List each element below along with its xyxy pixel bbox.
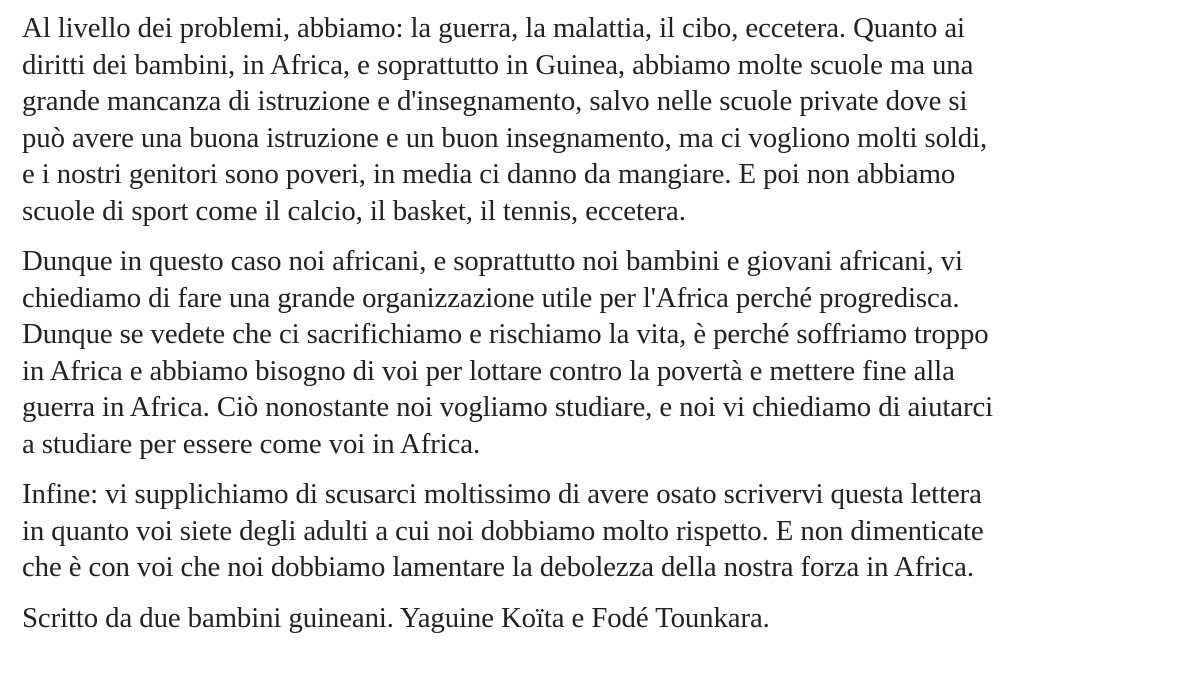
text-line: che è con voi che noi dobbiamo lamentare la debolezza della nostra forza in Africa. [22,551,974,583]
text-line: in quanto voi siete degli adulti a cui noi dobbiamo molto rispetto. E non dimenticate [22,514,984,547]
text-line: Infine: vi supplichiamo di scusarci moltissimo di avere osato scrivervi questa lettera [22,478,982,510]
paragraph-problems [22,10,1180,229]
paragraph-apology [22,476,1180,586]
text-line: diritti dei bambini, in Africa, e soprattutto in Guinea, abbiamo molte scuole ma una [22,48,974,81]
text-line: Dunque in questo caso noi africani, e soprattutto noi bambini e giovani africani, vi [22,245,963,277]
text-line: può avere una buona istruzione e un buon insegnamento, ma ci vogliono molti soldi, [22,121,988,154]
text-line: grande mancanza di istruzione e d'insegnamento, salvo nelle scuole private dove si [22,85,968,117]
text-line: guerra in Africa. Ciò nonostante noi vogliamo studiare, e noi vi chiediamo di aiutarci [22,391,994,423]
text-line: e i nostri genitori sono poveri, in media ci danno da mangiare. E poi non abbiamo [22,158,956,190]
signature-line: Scritto da due bambini guineani. Yaguine Koïta e Fodé Tounkara. [22,601,770,634]
text-line: scuole di sport come il calcio, il basket, il tennis, eccetera. [22,194,686,227]
text-line: Al livello dei problemi, abbiamo: la guerra, la malattia, il cibo, eccetera. Quanto ai [22,12,965,44]
text-line: in Africa e abbiamo bisogno di voi per lottare contro la povertà e mettere fine alla [22,354,955,387]
paragraph-signature [22,600,1180,637]
paragraph-request [22,243,1180,462]
text-line: chiediamo di fare una grande organizzazione utile per l'Africa perché progredisca. [22,281,960,314]
text-line: a studiare per essere come voi in Africa. [22,427,481,460]
text-line: Dunque se vedete che ci sacrifichiamo e rischiamo la vita, è perché soffriamo troppo [22,318,989,350]
